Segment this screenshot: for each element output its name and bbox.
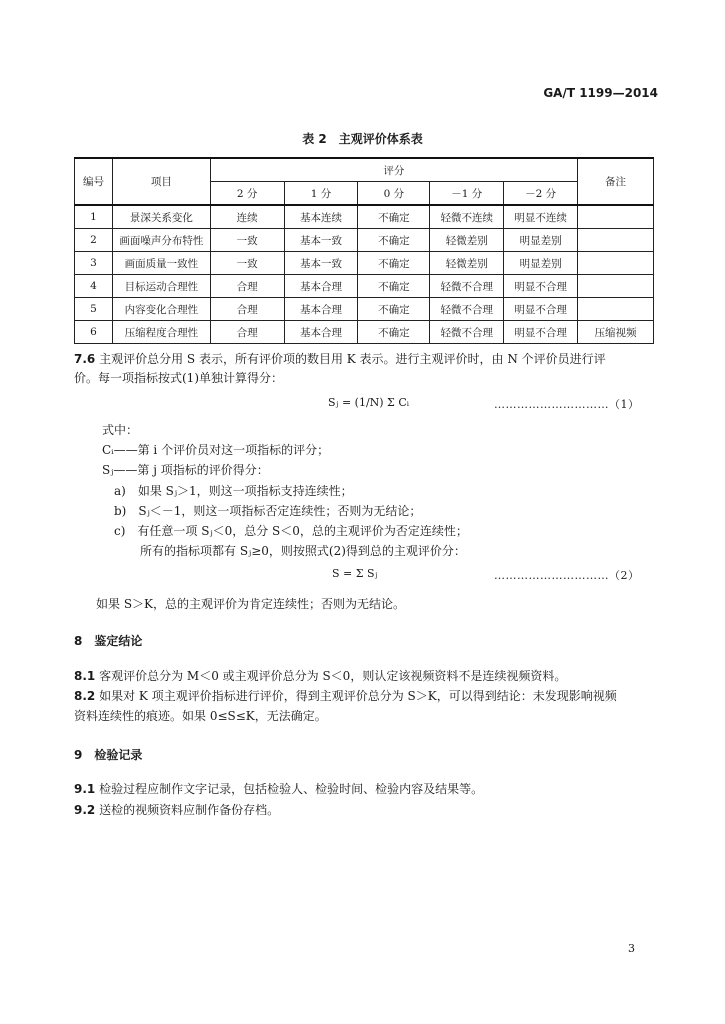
section-9-1-number: 9.1 <box>74 782 96 796</box>
section-7-6-number: 7.6 <box>74 352 96 366</box>
table-row <box>75 298 654 321</box>
cell-score-minus2: 明显差别 <box>504 229 578 252</box>
cell-score-minus2: 明显不合理 <box>504 275 578 298</box>
section-9-2-number: 9.2 <box>74 803 96 817</box>
section-9-2-text: 送检的视频资料应制作备份存档。 <box>99 803 280 817</box>
cell-score-0: 不确定 <box>358 229 430 252</box>
header-score-2: 2 分 <box>210 182 284 206</box>
header-score: 评分 <box>210 158 577 182</box>
cell-score-0: 不确定 <box>358 205 430 229</box>
evaluation-table <box>74 157 654 344</box>
list-item-c-continuation: 所有的指标项都有 Sⱼ≥0，则按照式(2)得到总的主观评价分： <box>140 544 466 558</box>
section-8-2-paragraph <box>74 686 654 706</box>
section-9-1-text: 检验过程应制作文字记录，包括检验人、检验时间、检验内容及结果等。 <box>99 782 484 796</box>
where-label: 式中： <box>102 423 139 437</box>
cell-score-minus1: 轻微不连续 <box>430 205 504 229</box>
header-score-minus1: －1 分 <box>430 182 504 206</box>
cell-score-1: 基本一致 <box>284 252 358 275</box>
section-9-heading: 9 检验记录 <box>74 748 143 762</box>
list-item-b: b) Sⱼ＜－1，则这一项指标否定连续性；否则为无结论； <box>114 504 422 518</box>
cell-score-minus2: 明显不合理 <box>504 298 578 321</box>
cell-item: 内容变化合理性 <box>112 298 210 321</box>
cell-score-0: 不确定 <box>358 252 430 275</box>
header-score-minus2: －2 分 <box>504 182 578 206</box>
formula-1: Sⱼ = (1/N) Σ Cᵢ <box>328 396 409 409</box>
section-8-1-text: 客观评价总分为 M＜0 或主观评价总分为 S＜0，则认定该视频资料不是连续视频资料。 <box>99 669 567 683</box>
cell-score-0: 不确定 <box>358 275 430 298</box>
table-row <box>75 205 654 229</box>
header-item: 项目 <box>112 158 210 205</box>
cell-score-1: 基本合理 <box>284 298 358 321</box>
definition-s: Sⱼ——第 j 项指标的评价得分： <box>102 463 269 477</box>
cell-score-minus2: 明显不合理 <box>504 321 578 344</box>
cell-score-minus2: 明显差别 <box>504 252 578 275</box>
section-8-1-number: 8.1 <box>74 669 96 683</box>
section-7-6-line2: 价。每一项指标按式(1)单独计算得分： <box>74 371 283 385</box>
section-8-heading: 8 鉴定结论 <box>74 634 143 648</box>
section-7-6-paragraph <box>74 349 654 369</box>
cell-score-2: 合理 <box>210 275 284 298</box>
cell-score-2: 合理 <box>210 321 284 344</box>
header-id: 编号 <box>75 158 113 205</box>
cell-item: 压缩程度合理性 <box>112 321 210 344</box>
definition-c: Cᵢ——第 i 个评价员对这一项指标的评分； <box>102 443 330 457</box>
cell-item: 景深关系变化 <box>112 205 210 229</box>
section-8-2-number: 8.2 <box>74 689 96 703</box>
cell-score-2: 一致 <box>210 229 284 252</box>
cell-score-minus2: 明显不连续 <box>504 205 578 229</box>
section-7-6-conclusion: 如果 S＞K，总的主观评价为肯定连续性；否则为无结论。 <box>96 597 406 611</box>
cell-id: 1 <box>75 205 113 229</box>
formula-2-reference: …………………………（2） <box>494 569 640 582</box>
cell-note <box>578 252 654 275</box>
page-number: 3 <box>628 942 635 955</box>
section-9-2-paragraph <box>74 800 654 820</box>
section-9-1-paragraph <box>74 779 654 799</box>
cell-item: 画面质量一致性 <box>112 252 210 275</box>
cell-id: 5 <box>75 298 113 321</box>
cell-item: 画面噪声分布特性 <box>112 229 210 252</box>
cell-score-1: 基本一致 <box>284 229 358 252</box>
cell-note <box>578 229 654 252</box>
section-8-2-line2: 资料连续性的痕迹。如果 0≤S≤K，无法确定。 <box>74 709 327 723</box>
header-note: 备注 <box>578 158 654 205</box>
list-item-a: a) 如果 Sⱼ＞1，则这一项指标支持连续性； <box>114 484 353 498</box>
section-7-6-line1: 主观评价总分用 S 表示，所有评价项的数目用 K 表示。进行主观评价时，由 N 个评价员进行评 <box>99 352 606 366</box>
cell-item: 目标运动合理性 <box>112 275 210 298</box>
formula-1-reference: …………………………（1） <box>494 398 640 411</box>
cell-note <box>578 205 654 229</box>
header-score-1: 1 分 <box>284 182 358 206</box>
cell-score-1: 基本连续 <box>284 205 358 229</box>
standard-code: GA/T 1199—2014 <box>543 86 658 100</box>
cell-score-2: 连续 <box>210 205 284 229</box>
table-title: 表 2 主观评价体系表 <box>302 132 423 146</box>
cell-note <box>578 275 654 298</box>
cell-score-minus1: 轻微差别 <box>430 229 504 252</box>
cell-note <box>578 298 654 321</box>
cell-score-1: 基本合理 <box>284 275 358 298</box>
cell-id: 2 <box>75 229 113 252</box>
table-row <box>75 229 654 252</box>
section-8-1-paragraph <box>74 666 654 686</box>
cell-id: 3 <box>75 252 113 275</box>
cell-id: 4 <box>75 275 113 298</box>
cell-score-2: 一致 <box>210 252 284 275</box>
cell-score-minus1: 轻微不合理 <box>430 298 504 321</box>
cell-score-minus1: 轻微不合理 <box>430 275 504 298</box>
cell-note: 压缩视频 <box>578 321 654 344</box>
cell-score-2: 合理 <box>210 298 284 321</box>
table-row <box>75 252 654 275</box>
cell-score-minus1: 轻微不合理 <box>430 321 504 344</box>
list-item-c: c) 有任意一项 Sⱼ＜0，总分 S＜0，总的主观评价为否定连续性； <box>114 524 468 538</box>
cell-score-1: 基本合理 <box>284 321 358 344</box>
cell-score-0: 不确定 <box>358 321 430 344</box>
header-score-0: 0 分 <box>358 182 430 206</box>
cell-id: 6 <box>75 321 113 344</box>
section-8-2-line1: 如果对 K 项主观评价指标进行评价，得到主观评价总分为 S＞K，可以得到结论：未发现影响视频 <box>99 689 617 703</box>
formula-2: S = Σ Sⱼ <box>332 567 378 580</box>
table-row <box>75 275 654 298</box>
table-row <box>75 321 654 344</box>
cell-score-0: 不确定 <box>358 298 430 321</box>
cell-score-minus1: 轻微差别 <box>430 252 504 275</box>
